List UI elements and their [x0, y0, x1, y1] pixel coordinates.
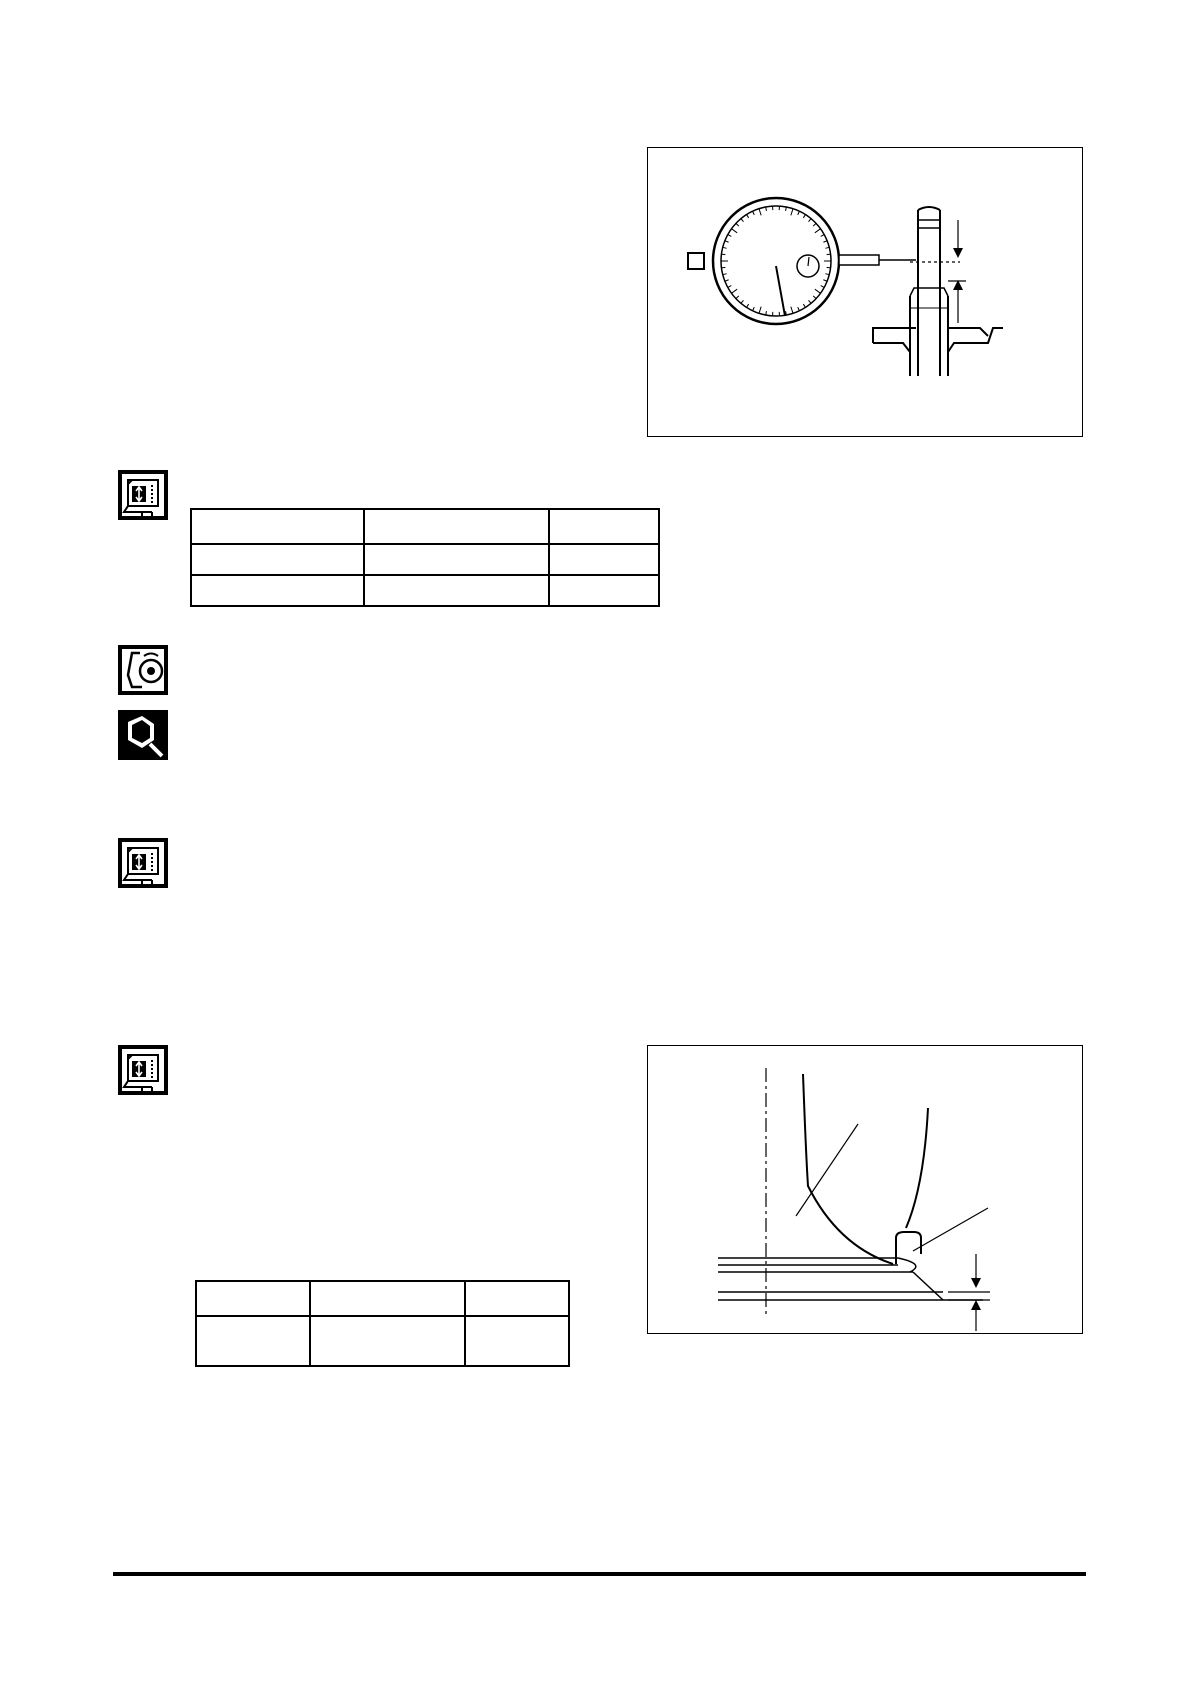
table-cell [196, 1316, 310, 1366]
table-cell [191, 544, 364, 575]
specification-measurement-icon [118, 470, 168, 520]
table-cell [364, 544, 549, 575]
table-cell [549, 544, 659, 575]
table-row [191, 544, 659, 575]
table-cell [191, 575, 364, 606]
dial-tick [827, 254, 831, 255]
dial-tick [721, 254, 725, 255]
table-cell [310, 1281, 465, 1316]
table-cell [364, 509, 549, 544]
table-cell [465, 1281, 569, 1316]
table-row [191, 509, 659, 544]
table-cell [549, 575, 659, 606]
table-cell [364, 575, 549, 606]
table-cell [465, 1316, 569, 1366]
dial-tick [721, 267, 725, 268]
footer-rule [113, 1572, 1086, 1576]
valve-seat-cross-section-figure [647, 1045, 1083, 1334]
dial-indicator-valve-stem-figure [647, 147, 1083, 437]
dial-indicator-drawing [648, 148, 1084, 438]
specification-table-1 [190, 508, 660, 607]
specification-table-2 [195, 1280, 570, 1367]
inspect-magnifier-icon [118, 710, 168, 760]
table-row [191, 575, 659, 606]
table-cell [549, 509, 659, 544]
table-row [196, 1281, 569, 1316]
table-cell [310, 1316, 465, 1366]
specification-measurement-icon [118, 838, 168, 888]
table-cell [196, 1281, 310, 1316]
tool-dial-gauge-icon [118, 645, 168, 695]
valve-seat-drawing [648, 1046, 1084, 1335]
table-row [196, 1316, 569, 1366]
dial-tick [827, 267, 831, 268]
table-cell [191, 509, 364, 544]
specification-measurement-icon [118, 1045, 168, 1095]
